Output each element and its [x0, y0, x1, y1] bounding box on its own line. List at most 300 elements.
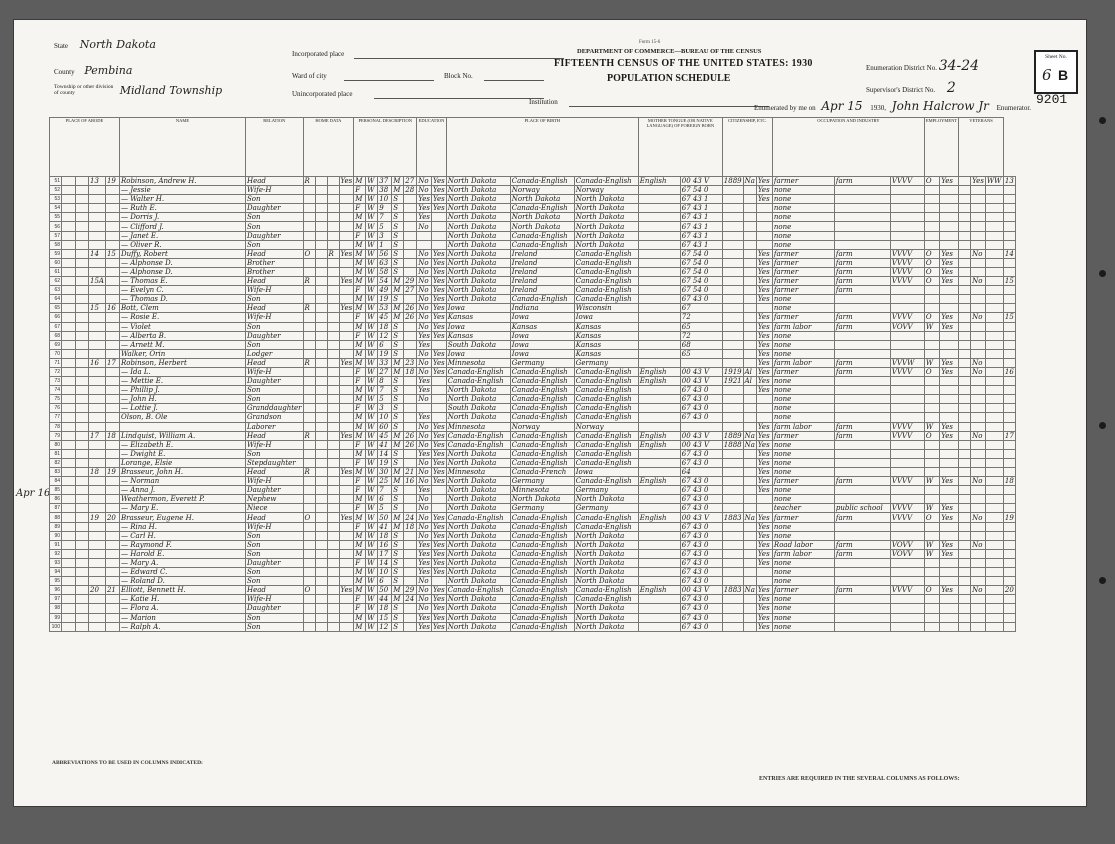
marital: S [392, 240, 404, 249]
home-value [315, 531, 327, 540]
person-name: — Mary E. [119, 504, 245, 513]
veteran [971, 286, 986, 295]
race: W [366, 213, 378, 222]
form-number: Form 15-6 [639, 40, 661, 45]
dwelling-number: 13 [89, 177, 106, 186]
occupation-code [890, 595, 924, 604]
street [62, 486, 76, 495]
veteran [971, 440, 986, 449]
class-of-worker [924, 558, 939, 567]
age: 45 [378, 313, 392, 322]
speaks-english: Yes [756, 458, 772, 467]
table-row [50, 340, 1016, 349]
dwelling-number [89, 240, 106, 249]
sex: F [354, 558, 366, 567]
dwelling-number [89, 286, 106, 295]
marital: S [392, 495, 404, 504]
occupation: farmer [772, 177, 834, 186]
birthplace-person: North Dakota [446, 386, 510, 395]
war [985, 595, 1003, 604]
row-number: 91 [50, 540, 62, 549]
war: WW [985, 177, 1003, 186]
race: W [366, 377, 378, 386]
relation: Head [245, 177, 303, 186]
birthplace-mother: Iowa [574, 468, 638, 477]
immigration-year [722, 404, 743, 413]
at-work: Yes [940, 322, 959, 331]
radio-set [327, 404, 339, 413]
farm-residence: Yes [340, 358, 353, 367]
table-row [50, 595, 1016, 604]
naturalization [743, 186, 756, 195]
street [62, 195, 76, 204]
person-name: — Ralph A. [119, 622, 245, 631]
farm-residence [339, 231, 354, 240]
relation: Daughter [245, 486, 303, 495]
marital: S [392, 322, 404, 331]
war [985, 367, 1003, 376]
naturalization [743, 604, 756, 613]
class-of-worker: O [924, 513, 939, 522]
house-number [76, 313, 89, 322]
house-number [76, 595, 89, 604]
home-owned [303, 495, 315, 504]
at-work: Yes [940, 477, 959, 486]
col-relation: RELATION [245, 118, 303, 177]
birthplace-person: Canada-English [446, 513, 510, 522]
age-first-marriage [404, 222, 417, 231]
row-number: 94 [50, 568, 62, 577]
immigration-year: 1889 [723, 177, 742, 186]
marital: M [392, 286, 404, 295]
line-no [959, 349, 971, 358]
home-owned [303, 622, 315, 631]
house-number [76, 240, 89, 249]
naturalization [743, 577, 756, 586]
read-write: Yes [433, 458, 445, 467]
occupation: none [772, 240, 834, 249]
occupation-code [890, 604, 924, 613]
class-of-worker [924, 213, 939, 222]
war [985, 213, 1003, 222]
relation: Son [245, 577, 303, 586]
class-of-worker [924, 286, 939, 295]
immigration-year [722, 577, 743, 586]
attended-school: Yes [418, 195, 431, 204]
birth-code: 00 43 V [680, 586, 722, 595]
dwelling-number: 17 [89, 431, 106, 440]
birth-code: 67 43 0 [680, 449, 722, 458]
speaks-english: Yes [756, 622, 772, 631]
mother-tongue [638, 568, 680, 577]
birth-code: 65 [680, 349, 722, 358]
sex: M [354, 240, 366, 249]
street [62, 331, 76, 340]
naturalization [743, 267, 756, 276]
birthplace-father: Canada-English [510, 295, 574, 304]
sex: M [354, 322, 366, 331]
birthplace-mother: Canada-English [574, 258, 638, 267]
occupation-code [890, 413, 924, 422]
row-number: 74 [50, 386, 62, 395]
industry: farm [834, 477, 890, 486]
row-number: 58 [50, 240, 62, 249]
birthplace-person: North Dakota [446, 495, 510, 504]
age-first-marriage: 16 [404, 477, 417, 486]
birthplace-person: North Dakota [446, 577, 510, 586]
attended-school: No [417, 277, 432, 286]
farm-schedule [1003, 186, 1015, 195]
birthplace-person: North Dakota [446, 213, 510, 222]
age: 16 [378, 540, 392, 549]
birthplace-mother: Wisconsin [574, 304, 638, 313]
street [62, 440, 76, 449]
birthplace-father: Canada-English [510, 440, 574, 449]
farm-schedule [1003, 577, 1015, 586]
relation: Daughter [245, 558, 303, 567]
naturalization [743, 204, 756, 213]
mother-tongue [638, 413, 680, 422]
home-owned: R [303, 277, 315, 286]
class-of-worker [924, 604, 939, 613]
age: 60 [378, 422, 392, 431]
birth-code: 67 43 1 [680, 222, 722, 231]
birthplace-father: North Dakota [510, 213, 574, 222]
occupation: farmer [772, 277, 834, 286]
age-first-marriage: 26 [404, 431, 417, 440]
birth-code: 67 [680, 304, 722, 313]
age-first-marriage [404, 404, 417, 413]
at-work: Yes [940, 177, 959, 186]
radio-set [327, 531, 339, 540]
read-write: Yes [433, 449, 445, 458]
at-work: Yes [940, 258, 959, 267]
row-number: 90 [50, 531, 62, 540]
industry [834, 468, 890, 477]
speaks-english: Yes [756, 322, 772, 331]
speaks-english: Yes [756, 449, 772, 458]
line-no [959, 367, 971, 376]
birthplace-father: Canada-English [510, 231, 574, 240]
sex: F [354, 286, 366, 295]
race: W [366, 531, 378, 540]
person-name: — Mettie E. [119, 377, 245, 386]
home-value [315, 186, 327, 195]
table-row [50, 258, 1016, 267]
home-value [315, 240, 327, 249]
radio-set [327, 377, 339, 386]
attended-school: Yes [418, 204, 431, 213]
immigration-year: 1889 [723, 431, 742, 440]
sex: F [354, 477, 366, 486]
person-name: — Oliver R. [119, 240, 245, 249]
table-row [50, 431, 1016, 440]
house-number [76, 495, 89, 504]
occupation-code: VVVV [890, 313, 924, 322]
age: 12 [378, 622, 392, 631]
marital: S [392, 395, 404, 404]
class-of-worker [924, 440, 939, 449]
house-number [76, 531, 89, 540]
immigration-year [722, 422, 743, 431]
naturalization [743, 595, 756, 604]
immigration-year [722, 604, 743, 613]
family-number [105, 267, 119, 276]
war [985, 331, 1003, 340]
table-row [50, 568, 1016, 577]
race: W [366, 486, 378, 495]
street [62, 577, 76, 586]
line-no [959, 267, 971, 276]
line-no [959, 440, 971, 449]
county-value: Pembina [84, 64, 133, 77]
speaks-english: Yes [756, 540, 772, 549]
marital: M [392, 186, 404, 195]
age-first-marriage [404, 395, 417, 404]
mother-tongue [638, 468, 680, 477]
naturalization [743, 413, 756, 422]
race: W [366, 586, 378, 595]
birthplace-father: Canada-English [510, 522, 574, 531]
person-name: — Harold E. [119, 549, 245, 558]
street [62, 413, 76, 422]
farm-residence [339, 267, 354, 276]
line-no [959, 422, 971, 431]
sex: M [354, 549, 366, 558]
at-work [940, 195, 959, 204]
radio-set [327, 213, 339, 222]
veteran [971, 222, 986, 231]
person-name: — Evelyn C. [119, 286, 245, 295]
birthplace-person: North Dakota [446, 286, 510, 295]
line-no [959, 604, 971, 613]
occupation: none [772, 440, 834, 449]
family-number: 19 [105, 177, 119, 186]
birth-code [680, 422, 722, 431]
street [62, 358, 76, 367]
relation: Wife-H [245, 440, 303, 449]
mother-tongue [638, 322, 680, 331]
industry [834, 404, 890, 413]
class-of-worker: W [924, 358, 939, 367]
street [62, 522, 76, 531]
attended-school: No [417, 358, 432, 367]
table-row [50, 404, 1016, 413]
family-number [105, 340, 119, 349]
sex: M [354, 568, 366, 577]
line-no [959, 495, 971, 504]
person-name: — Carl H. [119, 531, 245, 540]
col-place-of-abode: PLACE OF ABODE [50, 118, 120, 177]
occupation-code [890, 195, 924, 204]
age-first-marriage: 29 [404, 586, 417, 595]
veteran: No [971, 277, 986, 286]
line-no [959, 249, 971, 258]
relation: Son [245, 531, 303, 540]
dwelling-number [89, 204, 106, 213]
industry: public school [834, 504, 890, 513]
mother-tongue [638, 622, 680, 631]
home-value [315, 222, 327, 231]
table-row [50, 486, 1016, 495]
home-value [315, 231, 327, 240]
war [985, 613, 1003, 622]
dwelling-number [89, 495, 106, 504]
birthplace-mother: Kansas [574, 322, 638, 331]
line-no [959, 331, 971, 340]
farm-residence: Yes [340, 249, 353, 258]
home-value [315, 340, 327, 349]
occupation-code [890, 495, 924, 504]
birthplace-person: Kansas [446, 313, 510, 322]
sex: M [354, 222, 366, 231]
speaks-english: Yes [756, 440, 772, 449]
immigration-year [722, 358, 743, 367]
industry [834, 204, 890, 213]
radio-set [327, 231, 339, 240]
farm-schedule: 15 [1004, 313, 1014, 322]
street [62, 213, 76, 222]
marital: M [392, 277, 404, 286]
home-value [315, 468, 327, 477]
sex: M [354, 495, 366, 504]
street [62, 595, 76, 604]
dwelling-number [89, 258, 106, 267]
naturalization [743, 213, 756, 222]
table-row [50, 422, 1016, 431]
family-number [105, 240, 119, 249]
read-write [432, 386, 447, 395]
speaks-english [756, 222, 772, 231]
birthplace-father: Canada-English [510, 531, 574, 540]
row-number: 98 [50, 604, 62, 613]
veteran [971, 204, 986, 213]
at-work: Yes [940, 313, 959, 322]
race: W [366, 258, 378, 267]
dwelling-number: 16 [89, 358, 106, 367]
class-of-worker [924, 413, 939, 422]
home-owned [303, 231, 315, 240]
mother-tongue: English [638, 431, 680, 440]
radio-set [327, 267, 339, 276]
birth-code: 00 43 V [680, 431, 722, 440]
attended-school: No [417, 313, 432, 322]
sex: F [354, 504, 366, 513]
person-name: — Flora A. [119, 604, 245, 613]
industry [834, 449, 890, 458]
radio-set [327, 186, 339, 195]
read-write [432, 495, 447, 504]
immigration-year [722, 549, 743, 558]
home-value [315, 540, 327, 549]
mother-tongue [638, 231, 680, 240]
family-number: 17 [105, 358, 119, 367]
attended-school: Yes [418, 613, 431, 622]
at-work [940, 331, 959, 340]
naturalization [743, 222, 756, 231]
marital: M [392, 513, 404, 522]
row-number: 78 [50, 422, 62, 431]
naturalization [743, 386, 756, 395]
radio-set [327, 349, 339, 358]
read-write: Yes [433, 295, 445, 304]
home-value [315, 568, 327, 577]
veteran [971, 231, 986, 240]
marital: M [392, 431, 404, 440]
col-home-data: HOME DATA [303, 118, 354, 177]
radio-set [327, 449, 339, 458]
war [985, 495, 1003, 504]
at-work [940, 577, 959, 586]
at-work [940, 440, 959, 449]
marital: S [392, 504, 404, 513]
occupation: farmer [772, 367, 834, 376]
home-value [315, 313, 327, 322]
relation: Daughter [245, 204, 303, 213]
census-sheet [14, 20, 1086, 806]
speaks-english: Yes [756, 586, 772, 595]
occupation-code: VOVV [890, 540, 924, 549]
veteran [971, 186, 986, 195]
speaks-english: Yes [756, 313, 772, 322]
marital: S [392, 204, 404, 213]
age: 41 [378, 522, 392, 531]
farm-schedule: 15 [1004, 277, 1014, 286]
birthplace-father: Canada-English [510, 595, 574, 604]
sex: F [354, 458, 366, 467]
table-row [50, 586, 1016, 595]
occupation: none [772, 222, 834, 231]
birthplace-father: Canada-English [510, 367, 574, 376]
class-of-worker [924, 622, 939, 631]
home-owned [303, 458, 315, 467]
sex: M [354, 577, 366, 586]
row-number: 88 [50, 513, 62, 522]
person-name: — Anna J. [119, 486, 245, 495]
census-grid [49, 117, 1016, 632]
home-owned: O [303, 586, 315, 595]
occupation-code: VVVV [890, 258, 924, 267]
occupation-code: VVVV [890, 277, 924, 286]
enumerated-date: Apr 15 [821, 99, 863, 113]
read-write: Yes [433, 622, 445, 631]
war [985, 277, 1003, 286]
farm-schedule [1003, 340, 1015, 349]
relation: Daughter [245, 331, 303, 340]
veteran: Yes [972, 177, 984, 186]
class-of-worker: O [924, 177, 939, 186]
birthplace-father: North Dakota [510, 195, 574, 204]
farm-residence [339, 504, 354, 513]
table-row [50, 349, 1016, 358]
street [62, 540, 76, 549]
street [62, 477, 76, 486]
marital: S [392, 622, 404, 631]
farm-schedule [1003, 449, 1015, 458]
occupation-code [890, 468, 924, 477]
class-of-worker: W [924, 540, 939, 549]
birth-code: 67 43 0 [680, 295, 722, 304]
farm-schedule: 19 [1004, 513, 1014, 522]
mother-tongue: English [638, 477, 680, 486]
marital: M [392, 358, 404, 367]
age-first-marriage: 28 [404, 186, 417, 195]
row-number: 63 [50, 286, 62, 295]
relation: Son [245, 322, 303, 331]
occupation-code: VOVV [890, 322, 924, 331]
at-work: Yes [940, 431, 959, 440]
birthplace-mother: Norway [574, 186, 638, 195]
